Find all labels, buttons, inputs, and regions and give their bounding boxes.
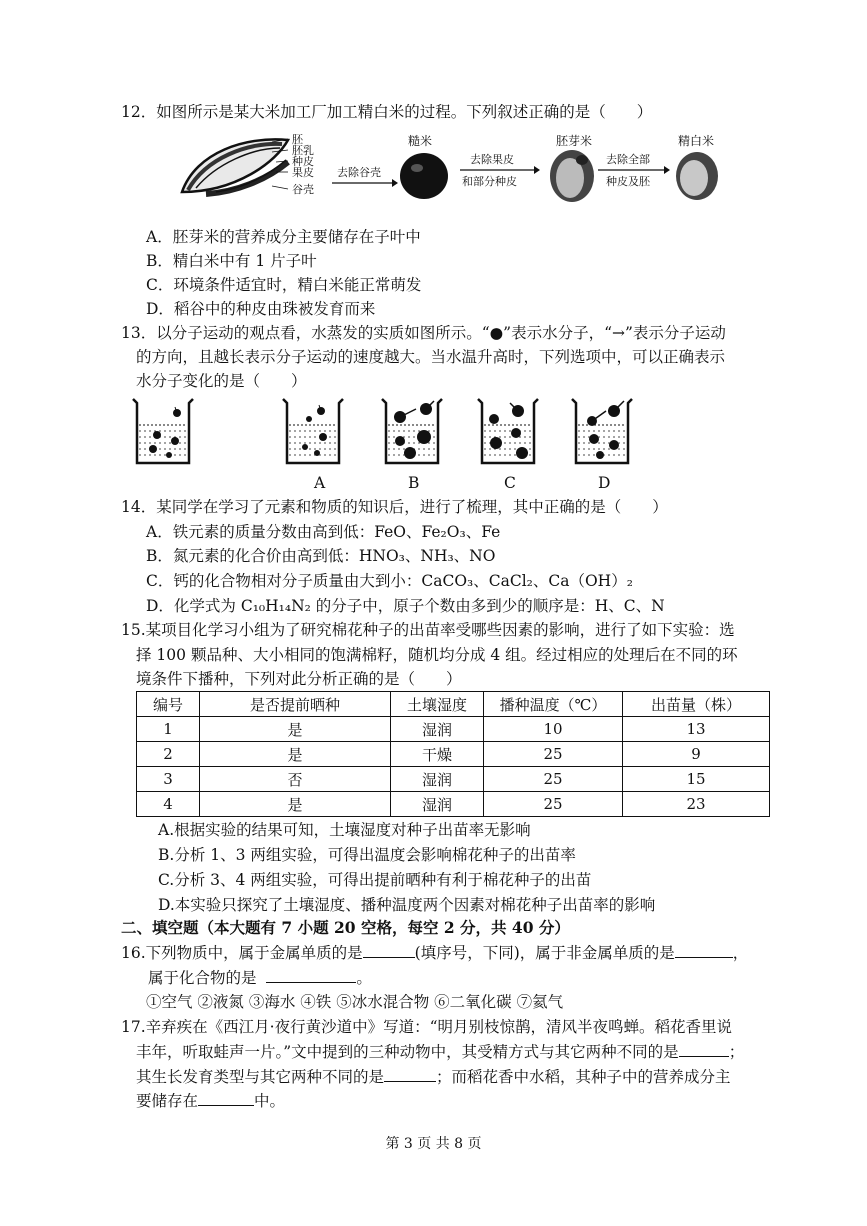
experiment-table [136,691,770,817]
cell: 25 [484,767,623,792]
q17-line-2 [136,1042,744,1062]
cell: 25 [484,742,623,767]
q14-option-d: D．化学式为 C₁₀H₁₄N₂ 的分子中，原子个数由多到少的顺序是：H、C、N [146,597,665,615]
cell: 是 [200,742,391,767]
cell: 湿润 [391,792,484,817]
q15-line-2: 择 100 颗品种、大小相同的饱满棉籽，随机均分成 4 组。经过相应的处理后在不同的环 [136,646,738,664]
q17-text-4a: 要储存在 [136,1092,199,1110]
cell: 否 [200,767,391,792]
process-arrow-3 [598,165,670,175]
beaker-option-c [476,397,540,467]
header-soil-moisture: 土壤湿度 [391,692,484,717]
q13-line-3: 水分子变化的是（ ） [136,372,307,390]
q16-blank-compound[interactable] [266,968,356,983]
header-temperature: 播种温度（℃） [484,692,623,717]
q12-stem: 12．如图所示是某大米加工厂加工精白米的过程。下列叙述正确的是（ ） [121,103,653,121]
cell: 湿润 [391,717,484,742]
beaker-option-a [281,397,345,467]
q12-option-d: D．稻谷中的种皮由珠被发育而来 [146,300,376,318]
process-arrow-1 [332,178,398,188]
q15-option-c: C.分析 3、4 两组实验，可得出提前晒种有利于棉花种子的出苗 [158,871,592,889]
q17-blank-fertilization[interactable] [679,1042,729,1057]
section-2-heading: 二、填空题（本大题有 7 小题 20 空格，每空 2 分，共 40 分） [121,918,570,937]
cell: 15 [623,767,770,792]
header-id: 编号 [137,692,200,717]
label-polished-rice: 精白米 [678,134,715,148]
q16-text-d: 属于化合物的是 [148,969,257,987]
q16-line-2 [148,968,372,988]
part-label-seed-coat: 种皮 [292,155,314,168]
part-label-endosperm: 胚乳 [292,144,314,157]
arrow-label-remove-pericarp-2: 和部分种皮 [462,175,517,188]
q17-blank-development[interactable] [384,1067,436,1082]
q14-option-b: B．氮元素的化合价由高到低：HNO₃、NH₃、NO [146,547,496,565]
process-arrow-2 [460,165,540,175]
cell: 是 [200,792,391,817]
q12-option-c: C．环境条件适宜时，精白米能正常萌发 [146,276,422,294]
cell: 10 [484,717,623,742]
cell: 4 [137,792,200,817]
q15-option-d: D.本实验只探究了土壤湿度、播种温度两个因素对棉花种子出苗率的影响 [158,896,656,914]
q17-line-1: 17.辛弃疾在《西江月·夜行黄沙道中》写道：“明月别枝惊鹊，清风半夜鸣蝉。稻花香里说 [121,1018,733,1036]
q17-text-3a: 其生长发育类型与其它两种不同的是 [136,1068,385,1086]
q13-label-d: D [598,474,611,492]
beaker-option-d [570,397,634,467]
q15-line-3: 境条件下播种，下列对此分析正确的是（ ） [136,670,462,688]
q16-text-a: 16.下列物质中，属于金属单质的是 [121,944,363,962]
cell: 干燥 [391,742,484,767]
arrow-label-remove-pericarp-1: 去除果皮 [470,153,514,166]
q17-text-3b: ；而稻花香中水稻，其种子中的营养成分主 [436,1068,731,1086]
q16-line-1 [121,943,748,963]
polished-rice-grain [672,150,722,202]
cell: 9 [623,742,770,767]
q12-option-b: B．精白米中有 1 片子叶 [146,252,317,270]
cell: 3 [137,767,200,792]
arrow-label-remove-husk: 去除谷壳 [337,166,381,179]
table-row [137,792,770,817]
germ-rice-grain [546,148,598,204]
q15-option-b: B.分析 1、3 两组实验，可得出温度会影响棉花种子的出苗率 [158,846,576,864]
cell: 23 [623,792,770,817]
q16-text-e: 。 [356,969,372,987]
q15-option-a: A.根据实验的结果可知，土壤湿度对种子出苗率无影响 [158,821,531,839]
q17-blank-storage[interactable] [198,1091,254,1106]
cell: 湿润 [391,767,484,792]
arrow-label-remove-all-1: 去除全部 [606,153,650,166]
q16-blank-nonmetal[interactable] [675,943,733,958]
q13-line-1: 13．以分子运动的观点看，水蒸发的实质如图所示。“●”表示水分子，“→”表示分子运动 [121,324,726,342]
part-label-pericarp: 果皮 [292,166,314,179]
q14-stem: 14．某同学在学习了元素和物质的知识后，进行了梳理，其中正确的是（ ） [121,498,668,516]
q12-option-a: A．胚芽米的营养成分主要储存在子叶中 [146,228,421,246]
q16-text-b: (填序号，下同)，属于非金属单质的是 [414,944,675,962]
q13-label-c: C [504,474,516,492]
brown-rice-grain [397,150,453,202]
beaker-option-b [380,397,444,467]
cell: 是 [200,717,391,742]
q13-label-b: B [408,474,420,492]
q14-option-c: C．钙的化合物相对分子质量由大到小：CaCO₃、CaCl₂、Ca（OH）₂ [146,572,633,590]
header-seedlings: 出苗量（株） [623,692,770,717]
q17-text-2a: 丰年，听取蛙声一片。”文中提到的三种动物中，其受精方式与其它两种不同的是 [136,1043,679,1061]
q16-items: ①空气 ②液氮 ③海水 ④铁 ⑤冰水混合物 ⑥二氧化碳 ⑦氦气 [146,993,564,1011]
cell: 2 [137,742,200,767]
part-label-husk: 谷壳 [292,183,314,196]
table-row [137,717,770,742]
q17-text-4b: 中。 [254,1092,286,1110]
beaker-original [131,397,195,467]
q16-text-c: ， [732,944,749,962]
table-row [137,742,770,767]
cell: 25 [484,792,623,817]
q17-text-2b: ； [728,1043,745,1061]
part-label-embryo: 胚 [292,133,303,146]
arrow-label-remove-all-2: 种皮及胚 [606,175,650,188]
q14-option-a: A．铁元素的质量分数由高到低：FeO、Fe₂O₃、Fe [146,523,501,541]
header-sun-dried: 是否提前晒种 [200,692,391,717]
cell: 13 [623,717,770,742]
q15-line-1: 15.某项目化学习小组为了研究棉花种子的出苗率受哪些因素的影响，进行了如下实验：选 [121,621,735,639]
q13-label-a: A [314,474,326,492]
label-brown-rice: 糙米 [408,134,433,148]
q17-line-4 [136,1091,285,1111]
table-header-row [137,692,770,717]
table-row [137,767,770,792]
q16-blank-metal[interactable] [363,943,415,958]
q17-line-3 [136,1067,731,1087]
cell: 1 [137,717,200,742]
page-footer: 第 3 页 共 8 页 [385,1136,482,1152]
q13-line-2: 的方向，且越长表示分子运动的速度越大。当水温升高时，下列选项中，可以正确表示 [136,348,726,366]
label-germ-rice: 胚芽米 [556,134,593,148]
